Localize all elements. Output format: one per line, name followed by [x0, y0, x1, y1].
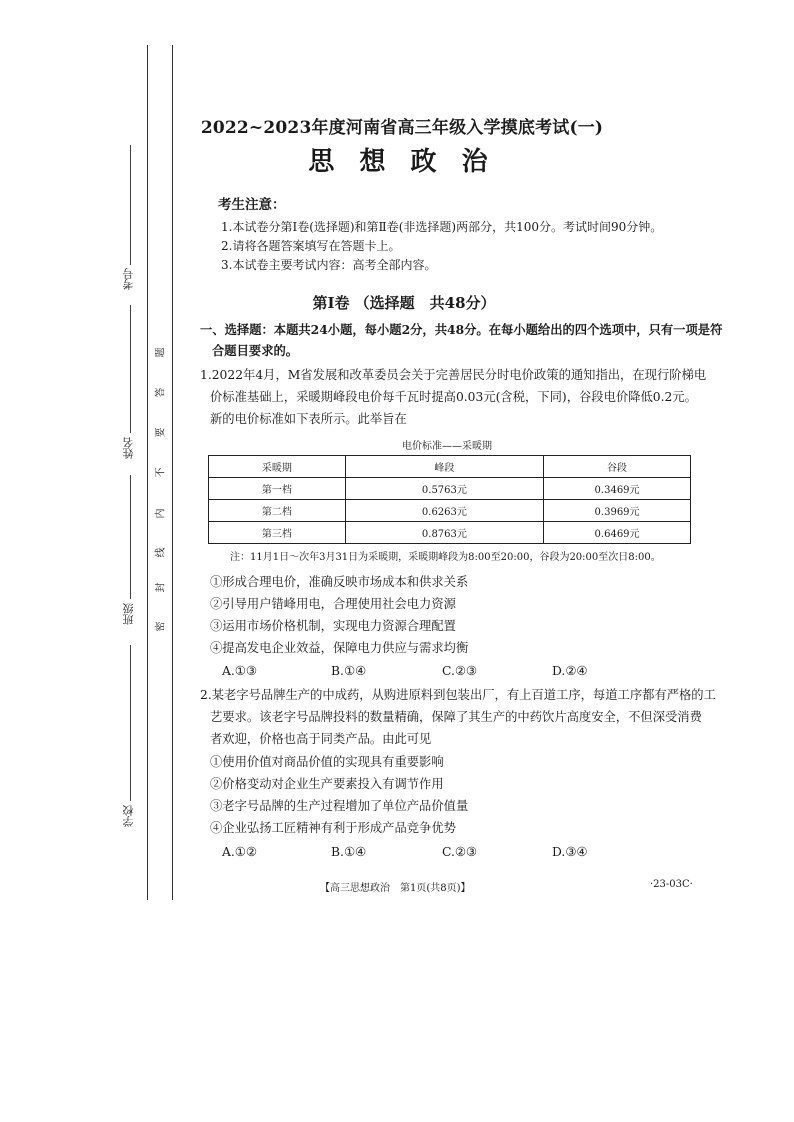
table-row — [209, 522, 691, 544]
exam-number-label: 考号 — [122, 268, 135, 290]
q2-stem: 2.某老字号品牌生产的中成药，从购进原料到包装出厂，有上百道工序，每道工序都有严格的工 — [200, 688, 716, 702]
table-caption: 电价标准——采暖期 — [402, 441, 492, 452]
q2-stem: 者欢迎，价格也高于同类产品。由此可见 — [210, 732, 432, 746]
q1-option-d[interactable]: D.②④ — [552, 664, 588, 678]
q2-statement: ②价格变动对企业生产要素投入有调节作用 — [210, 777, 444, 791]
q2-statement: ③老字号品牌的生产过程增加了单位产品价值量 — [210, 799, 469, 813]
q1-stem: 新的电价标准如下表所示。此举旨在 — [210, 412, 407, 426]
q2-option-c[interactable]: C.②③ — [442, 845, 477, 859]
q1-option-c[interactable]: C.②③ — [442, 664, 477, 678]
q1-option-b[interactable]: B.①④ — [331, 664, 366, 678]
q1-stem: 价标准基础上，采暖期峰段电价每千瓦时提高0.03元(含税，下同)，谷段电价降低0.2元。 — [210, 390, 697, 404]
seal-char: 要 — [155, 427, 167, 438]
notice-item: 2.请将各题答案填写在答题卡上。 — [221, 239, 401, 253]
q1-statement: ③运用市场价格机制，实现电力资源合理配置 — [210, 619, 456, 633]
q1-stem: 1.2022年4月，M省发展和改革委员会关于完善居民分时电价政策的通知指出，在现行阶梯电 — [200, 368, 707, 382]
school-label: 学校 — [122, 805, 135, 827]
seal-char: 不 — [155, 467, 167, 478]
name-label: 姓名 — [122, 437, 135, 459]
table-cell: 第三档 — [209, 522, 346, 544]
table-cell: 0.5763元 — [345, 478, 543, 500]
q2-statement: ①使用价值对商品价值的实现具有重要影响 — [210, 755, 444, 769]
table-note: 注：11月1日～次年3月31日为采暖期，采暖期峰段为8:00至20:00，谷段为20:00至次日8:00。 — [230, 552, 661, 563]
table-row — [209, 500, 691, 522]
seal-char: 封 — [155, 582, 167, 593]
class-label: 班级 — [122, 603, 135, 625]
seal-char: 题 — [155, 347, 167, 358]
tariff-table — [208, 455, 691, 544]
section-instruction: 合题目要求的。 — [212, 343, 299, 358]
seal-char: 内 — [155, 508, 167, 519]
name-field[interactable] — [130, 305, 131, 433]
q2-option-d[interactable]: D.③④ — [552, 845, 588, 859]
section-title: 第Ⅰ卷 （选择题 共48分） — [312, 294, 496, 312]
q1-option-a[interactable]: A.①③ — [222, 664, 257, 678]
subject-title: 思 想 政 治 — [308, 147, 496, 177]
paper-code: ·23-03C· — [650, 879, 693, 890]
seal-char: 密 — [155, 621, 167, 632]
seal-char: 答 — [155, 387, 167, 398]
notice-item: 1.本试卷分第Ⅰ卷(选择题)和第Ⅱ卷(非选择题)两部分，共100分。考试时间90分钟。 — [221, 220, 663, 234]
section-instruction: 一、选择题：本题共24小题，每小题2分，共48分。在每小题给出的四个选项中，只有一项是符 — [200, 322, 723, 337]
table-header: 谷段 — [544, 456, 691, 478]
table-cell: 0.3969元 — [544, 500, 691, 522]
table-header-row — [209, 456, 691, 478]
q1-statement: ②引导用户错峰用电，合理使用社会电力资源 — [210, 597, 456, 611]
q1-statement: ④提高发电企业效益，保障电力供应与需求均衡 — [210, 641, 469, 655]
notice-item: 3.本试卷主要考试内容：高考全部内容。 — [221, 258, 437, 272]
table-cell: 0.3469元 — [544, 478, 691, 500]
table-header: 采暖期 — [209, 456, 346, 478]
q2-option-b[interactable]: B.①④ — [331, 845, 366, 859]
q1-statement: ①形成合理电价，准确反映市场成本和供求关系 — [210, 575, 469, 589]
class-field[interactable] — [130, 475, 131, 599]
table-cell: 0.6469元 — [544, 522, 691, 544]
school-field[interactable] — [130, 645, 131, 801]
q2-option-a[interactable]: A.①② — [222, 845, 257, 859]
notice-heading: 考生注意： — [218, 197, 286, 213]
table-cell: 0.6263元 — [345, 500, 543, 522]
q2-stem: 艺要求。该老字号品牌投料的数量精确，保障了其生产的中药饮片高度安全，不但深受消费 — [210, 710, 702, 724]
table-row — [209, 478, 691, 500]
table-cell: 0.8763元 — [345, 522, 543, 544]
seal-char: 线 — [155, 547, 167, 558]
page-footer: 【高三思想政治 第1页(共8页)】 — [320, 883, 471, 894]
table-header: 峰段 — [345, 456, 543, 478]
exam-title: 2022~2023年度河南省高三年级入学摸底考试(一) — [200, 118, 604, 138]
table-cell: 第二档 — [209, 500, 346, 522]
q2-statement: ④企业弘扬工匠精神有利于形成产品竞争优势 — [210, 821, 456, 835]
table-cell: 第一档 — [209, 478, 346, 500]
